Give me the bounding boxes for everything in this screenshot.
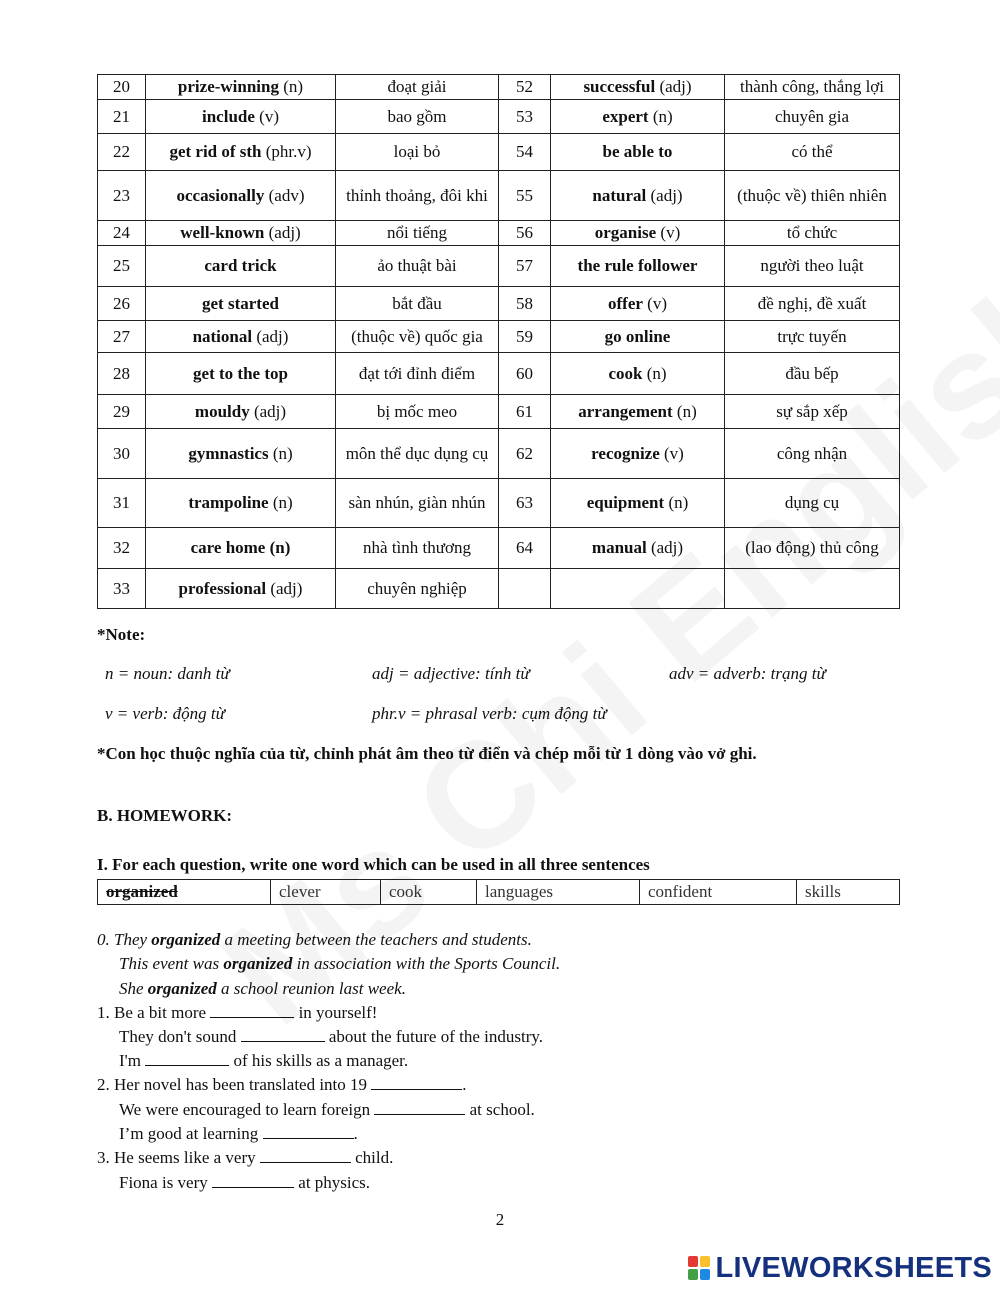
vocab-word: recognize (v) — [551, 429, 725, 479]
vocab-meaning: đầu bếp — [725, 353, 900, 395]
vocab-number: 21 — [98, 100, 146, 134]
word-bank-item: languages — [477, 880, 640, 905]
vocab-meaning: dụng cụ — [725, 479, 900, 528]
vocab-word: care home (n) — [146, 528, 336, 569]
vocab-number: 52 — [499, 75, 551, 100]
vocab-row — [98, 287, 900, 321]
word-bank — [97, 879, 900, 905]
vocab-word: mouldy (adj) — [146, 395, 336, 429]
vocab-word: equipment (n) — [551, 479, 725, 528]
vocab-word: successful (adj) — [551, 75, 725, 100]
vocab-meaning: thành công, thắng lợi — [725, 75, 900, 100]
question-2-sentence-b: We were encouraged to learn foreign at school. — [119, 1100, 535, 1119]
vocab-word: arrangement (n) — [551, 395, 725, 429]
note-heading: *Note: — [97, 625, 146, 644]
vocab-number: 54 — [499, 134, 551, 171]
answer-blank[interactable] — [263, 1123, 354, 1139]
vocab-word: get to the top — [146, 353, 336, 395]
vocab-row — [98, 429, 900, 479]
question-2-sentence-a: 2. Her novel has been translated into 19 . — [97, 1075, 467, 1094]
vocab-word — [551, 569, 725, 609]
vocab-number — [499, 569, 551, 609]
word-bank-item: skills — [797, 880, 900, 905]
vocab-number: 23 — [98, 171, 146, 221]
answer-blank[interactable] — [241, 1026, 325, 1042]
vocab-meaning: đạt tới đỉnh điểm — [336, 353, 499, 395]
vocab-word: get rid of sth (phr.v) — [146, 134, 336, 171]
vocab-number: 53 — [499, 100, 551, 134]
answer-blank[interactable] — [210, 1002, 294, 1018]
page-number: 2 — [495, 1210, 505, 1229]
vocab-meaning: công nhận — [725, 429, 900, 479]
vocab-meaning: nổi tiếng — [336, 221, 499, 246]
vocab-number: 28 — [98, 353, 146, 395]
vocab-word: occasionally (adv) — [146, 171, 336, 221]
vocab-row — [98, 321, 900, 353]
example-line-2: This event was organized in association with the Sports Council. — [119, 954, 561, 973]
question-1-sentence-a: 1. Be a bit more in yourself! — [97, 1003, 378, 1022]
note-phrasal-verb: phr.v = phrasal verb: cụm động từ — [372, 704, 607, 723]
vocab-row — [98, 528, 900, 569]
liveworksheets-brand-name: LIVEWORKSHEETS — [715, 1252, 992, 1284]
vocab-number: 56 — [499, 221, 551, 246]
vocab-number: 59 — [499, 321, 551, 353]
question-1-sentence-b: They don't sound about the future of the industry. — [119, 1027, 544, 1046]
note-adjective: adj = adjective: tính từ — [372, 664, 530, 683]
vocab-word: card trick — [146, 246, 336, 287]
vocab-word: offer (v) — [551, 287, 725, 321]
vocab-row — [98, 395, 900, 429]
vocab-meaning: chuyên nghiệp — [336, 569, 499, 609]
vocab-word: organise (v) — [551, 221, 725, 246]
vocab-row — [98, 246, 900, 287]
vocab-word: cook (n) — [551, 353, 725, 395]
vocab-meaning: sàn nhún, giàn nhún — [336, 479, 499, 528]
vocab-word: include (v) — [146, 100, 336, 134]
vocab-number: 60 — [499, 353, 551, 395]
vocab-word: go online — [551, 321, 725, 353]
vocab-number: 57 — [499, 246, 551, 287]
vocab-meaning — [725, 569, 900, 609]
vocab-meaning: đoạt giải — [336, 75, 499, 100]
vocab-number: 31 — [98, 479, 146, 528]
vocab-meaning: (thuộc về) thiên nhiên — [725, 171, 900, 221]
vocab-row — [98, 569, 900, 609]
answer-blank[interactable] — [145, 1050, 229, 1066]
note-noun: n = noun: danh từ — [105, 664, 230, 683]
vocab-row — [98, 75, 900, 100]
vocab-meaning: sự sắp xếp — [725, 395, 900, 429]
question-3-sentence-a: 3. He seems like a very child. — [97, 1148, 394, 1167]
vocab-number: 58 — [499, 287, 551, 321]
vocab-row — [98, 353, 900, 395]
word-bank-item-used: organized — [98, 880, 271, 905]
answer-blank[interactable] — [371, 1074, 462, 1090]
liveworksheets-logo-icon — [688, 1256, 712, 1282]
vocab-meaning: nhà tình thương — [336, 528, 499, 569]
vocab-meaning: có thể — [725, 134, 900, 171]
example-line-1: 0. They organized a meeting between the teachers and students. — [97, 930, 532, 949]
question-3-sentence-b: Fiona is very at physics. — [119, 1173, 371, 1192]
vocab-word: well-known (adj) — [146, 221, 336, 246]
vocab-meaning: chuyên gia — [725, 100, 900, 134]
vocab-word: manual (adj) — [551, 528, 725, 569]
answer-blank[interactable] — [374, 1099, 465, 1115]
vocabulary-table — [97, 74, 900, 609]
study-instruction: *Con học thuộc nghĩa của từ, chỉnh phát âm theo từ điển và chép mỗi từ 1 dòng vào vở ghi. — [97, 744, 757, 763]
vocab-number: 63 — [499, 479, 551, 528]
vocab-word: national (adj) — [146, 321, 336, 353]
vocab-meaning: tổ chức — [725, 221, 900, 246]
vocab-number: 62 — [499, 429, 551, 479]
example-line-3: She organized a school reunion last week. — [119, 979, 406, 998]
vocab-number: 61 — [499, 395, 551, 429]
word-bank-item: confident — [640, 880, 797, 905]
vocab-number: 20 — [98, 75, 146, 100]
vocab-meaning: (thuộc về) quốc gia — [336, 321, 499, 353]
vocab-word: gymnastics (n) — [146, 429, 336, 479]
vocab-row — [98, 221, 900, 246]
question-1-sentence-c: I'm of his skills as a manager. — [119, 1051, 409, 1070]
vocab-meaning: bao gồm — [336, 100, 499, 134]
vocab-word: get started — [146, 287, 336, 321]
vocab-meaning: bị mốc meo — [336, 395, 499, 429]
vocab-number: 33 — [98, 569, 146, 609]
vocab-number: 27 — [98, 321, 146, 353]
vocab-word: prize-winning (n) — [146, 75, 336, 100]
vocab-row — [98, 479, 900, 528]
vocab-number: 64 — [499, 528, 551, 569]
word-bank-item: cook — [381, 880, 477, 905]
vocab-number: 32 — [98, 528, 146, 569]
vocab-meaning: trực tuyến — [725, 321, 900, 353]
vocab-number: 29 — [98, 395, 146, 429]
vocab-number: 55 — [499, 171, 551, 221]
vocab-word: expert (n) — [551, 100, 725, 134]
liveworksheets-logo — [688, 1252, 993, 1285]
answer-blank[interactable] — [260, 1147, 351, 1163]
vocab-meaning: người theo luật — [725, 246, 900, 287]
answer-blank[interactable] — [212, 1172, 294, 1188]
vocab-row — [98, 134, 900, 171]
vocab-number: 25 — [98, 246, 146, 287]
vocab-row — [98, 171, 900, 221]
vocab-meaning: loại bỏ — [336, 134, 499, 171]
note-verb: v = verb: động từ — [105, 704, 225, 723]
vocab-number: 30 — [98, 429, 146, 479]
question-2-sentence-c: I’m good at learning . — [119, 1124, 358, 1143]
word-bank-item: clever — [271, 880, 381, 905]
vocab-meaning: (lao động) thủ công — [725, 528, 900, 569]
note-adverb: adv = adverb: trạng từ — [669, 664, 826, 683]
vocab-meaning: ảo thuật bài — [336, 246, 499, 287]
vocab-meaning: bắt đầu — [336, 287, 499, 321]
homework-task: I. For each question, write one word which can be used in all three sentences — [97, 855, 650, 874]
vocab-number: 24 — [98, 221, 146, 246]
vocab-number: 26 — [98, 287, 146, 321]
vocab-meaning: môn thể dục dụng cụ — [336, 429, 499, 479]
vocab-meaning: đề nghị, đề xuất — [725, 287, 900, 321]
vocab-word: the rule follower — [551, 246, 725, 287]
vocab-word: natural (adj) — [551, 171, 725, 221]
vocab-word: trampoline (n) — [146, 479, 336, 528]
vocab-number: 22 — [98, 134, 146, 171]
vocab-row — [98, 100, 900, 134]
vocab-word: professional (adj) — [146, 569, 336, 609]
vocab-meaning: thỉnh thoảng, đôi khi — [336, 171, 499, 221]
homework-heading: B. HOMEWORK: — [97, 806, 233, 825]
vocab-word: be able to — [551, 134, 725, 171]
